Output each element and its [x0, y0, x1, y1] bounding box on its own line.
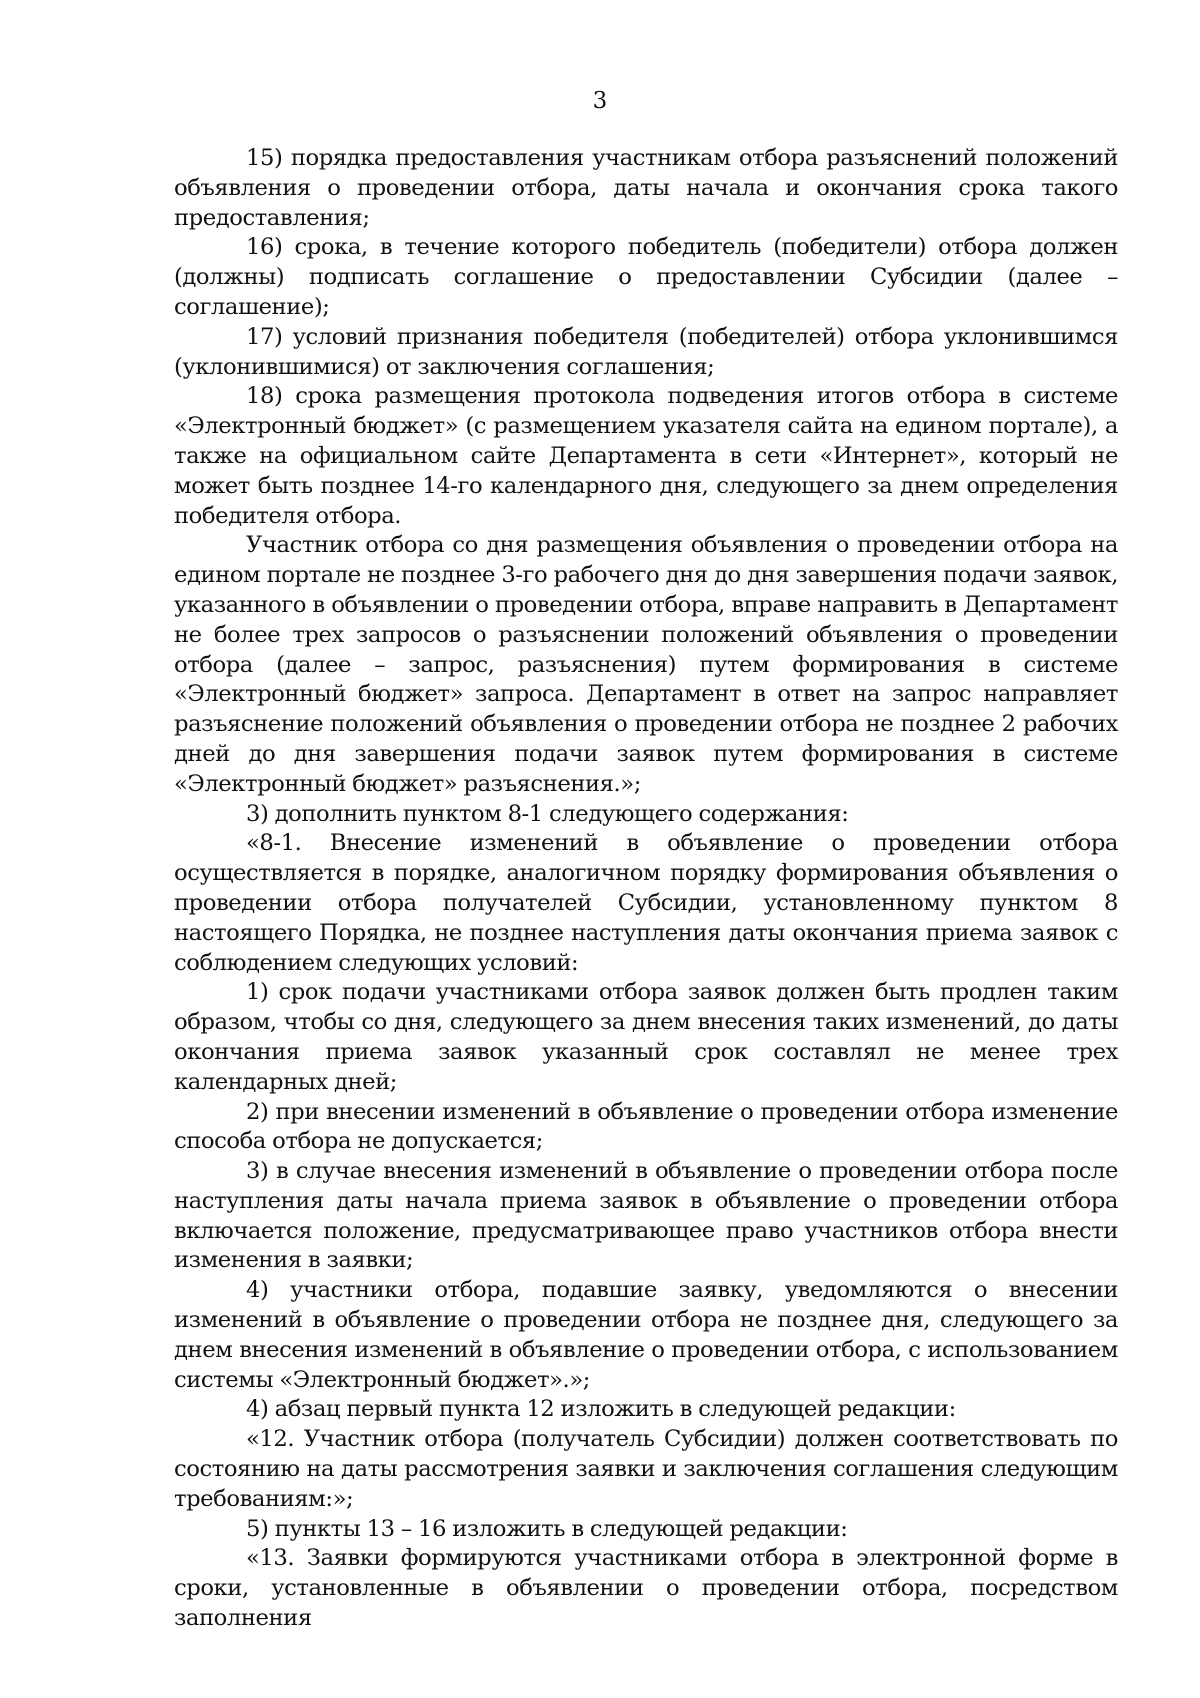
paragraph-item-18: 18) срока размещения протокола подведения итогов отбора в системе «Электронный бюджет» (с размещением указателя сайта на едином портале), а также на официальном сайте Департамента в сети «Интернет», который не может быть позднее 14-го календарного дня, следующего за днем определения победителя отбора.	[174, 383, 1118, 529]
page-number: 3	[592, 88, 608, 114]
paragraph-item-16: 16) срока, в течение которого победитель (победители) отбора должен (должны) подписать соглашение о предоставлении Субсидии (далее – соглашение);	[174, 234, 1118, 320]
paragraph-item-15: 15) порядка предоставления участникам отбора разъяснений положений объявления о проведении отбора, даты начала и окончания срока такого предоставления;	[174, 145, 1118, 231]
paragraph-condition-4: 4) участники отбора, подавшие заявку, уведомляются о внесении изменений в объявление о проведении отбора не позднее дня, следующего за днем внесения изменений в объявление о проведении отбора, с использованием системы «Электронный бюджет».»;	[174, 1277, 1118, 1393]
document-body	[174, 144, 1118, 1634]
paragraph-amendment-4: 4) абзац первый пункта 12 изложить в следующей редакции:	[246, 1396, 956, 1423]
paragraph-clause-8-1: «8-1. Внесение изменений в объявление о проведении отбора осуществляется в порядке, аналогичном порядку формирования объявления о проведении отбора получателей Субсидии, установленному пунктом 8 настоящего Порядка, не позднее наступления даты окончания приема заявок с соблюдением следующих условий:	[174, 830, 1118, 976]
paragraph-amendment-3: 3) дополнить пунктом 8-1 следующего содержания:	[246, 800, 849, 827]
paragraph-condition-3: 3) в случае внесения изменений в объявление о проведении отбора после наступления даты начала приема заявок в объявление о проведении отбора включается положение, предусматривающее право участников отбора внести изменения в заявки;	[174, 1158, 1118, 1274]
paragraph-condition-2: 2) при внесении изменений в объявление о проведении отбора изменение способа отбора не допускается;	[174, 1098, 1118, 1155]
paragraph-amendment-5: 5) пункты 13 – 16 изложить в следующей редакции:	[246, 1515, 848, 1542]
paragraph-clarification-requests: Участник отбора со дня размещения объявления о проведении отбора на едином портале не позднее 3-го рабочего дня до дня завершения подачи заявок, указанного в объявлении о проведении отбора, вправе направить в Департамент не более трех запросов о разъяснении положений объявления о проведении отбора (далее – запрос, разъяснения) путем формирования в системе «Электронный бюджет» запроса. Департамент в ответ на запрос направляет разъяснение положений объявления о проведении отбора не позднее 2 рабочих дней до дня завершения подачи заявок путем формирования в системе «Электронный бюджет» разъяснения.»;	[174, 532, 1118, 797]
paragraph-item-17: 17) условий признания победителя (победителей) отбора уклонившимся (уклонившимися) от заключения соглашения;	[174, 323, 1118, 380]
paragraph-clause-12: «12. Участник отбора (получатель Субсидии) должен соответствовать по состоянию на даты рассмотрения заявки и заключения соглашения следующим требованиям:»;	[174, 1426, 1118, 1512]
paragraph-clause-13: «13. Заявки формируются участниками отбора в электронной форме в сроки, установленные в объявлении о проведении отбора, посредством заполнения	[174, 1545, 1118, 1632]
paragraph-condition-1: 1) срок подачи участниками отбора заявок должен быть продлен таким образом, чтобы со дня, следующего за днем внесения таких изменений, до даты окончания приема заявок указанный срок составлял не менее трех календарных дней;	[174, 979, 1118, 1095]
